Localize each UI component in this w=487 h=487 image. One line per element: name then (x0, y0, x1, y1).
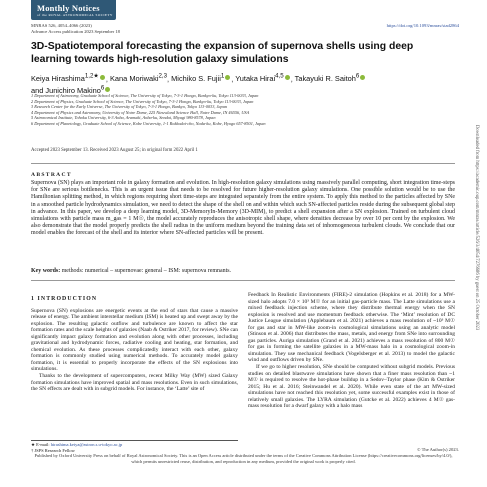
orcid-icon[interactable] (105, 87, 110, 92)
logo-title: Monthly Notices (37, 3, 100, 13)
email-label: ★ E-mail: (31, 442, 50, 447)
affiliation: 5 Astronomical Institute, Tohoku University, 6-3 Aoba, Aramaki, Aoba-ku, Sendai, Miyagi 980-8578, Japan (31, 115, 216, 121)
left-column (31, 296, 238, 393)
affiliations (31, 93, 451, 126)
copyright: © The Author(s) 2023. (417, 447, 459, 452)
affiliation: 3 Research Center for the Early Universe, The University of Tokyo, 7-3-1 Hongo, Bunkyo, Tokyo 113-0033, Japan (31, 104, 227, 110)
footnote (31, 440, 238, 453)
author[interactable]: Yutaka Hirai$^{4,5}$ (235, 73, 284, 84)
journal-logo (31, 0, 116, 20)
divider (31, 280, 455, 281)
fellow-note: † JSPS Research Fellow (31, 447, 75, 453)
citation-block (31, 23, 120, 35)
keywords-text: methods: numerical – supernovae: general – ISM: supernova remnants. (61, 268, 232, 274)
received-accepted-dates: Accepted 2023 September 13. Received 2023 August 25; in original form 2022 April 1 (31, 148, 198, 153)
publication-note: Published by Oxford University Press on behalf of Royal Astronomical Society. This is an Open Access article distributed under the terms of the Creative Commons Attribution License (https://creativecommons.org/licenses/by/4.0/), which permits unrestricted reuse, distribution, and reproduction in any medium, provided the original work is properly cited. (34, 453, 453, 464)
logo-subtitle: of the ROYAL ASTRONOMICAL SOCIETY (37, 13, 113, 17)
abstract-text: Supernova (SN) plays an important role in galaxy formation and evolution. In high-resolution galaxy simulations using massively parallel computing, short integration time-steps for SNe are serious bottlenecks. This is an urgent issue that needs to be resolved for future higher-resolution galaxy simulations. One possible solution would be to use the Hamiltonian splitting method, in which regions requiring short time-steps are integrated separately from the entire system. To apply this method to the particles affected by SNe in a smoothed particle hydrodynamics simulation, we need to detect the shape of the shell on and within which such SN-affected particles reside during the subsequent global step in advance. In this paper, we develop a deep learning model, 3D-MemoryIn-Memory (3D-MIM), to predict a shell expansion after a SN explosion. Trained on turbulent cloud simulations with particle mass m_gas = 1 M☉, the model accurately reproduces the anisotropic shell shape, where densities decrease by over 10 per cent by the explosion. We also demonstrate that the model properly predicts the shell radius in the uniform medium beyond the training data set of inhomogeneous turbulent clouds. We conclude that our model enables the forecast of the shell and its interior where SN-affected particles will be present. (31, 180, 455, 237)
author[interactable]: and Junichiro Makino$^6$ (31, 84, 105, 96)
citation: MNRAS 526, 4054–4066 (2023) (31, 23, 92, 28)
section-heading: 1 INTRODUCTION (31, 296, 98, 302)
download-watermark: Downloaded from https://academic.oup.com/mnras/article/526/3/4054/7276686 by guest on 25 October 2023 (474, 125, 479, 331)
author[interactable]: Keiya Hirashima$^{1,2★}$ (31, 73, 99, 84)
author-list: Keiya Hirashima$^{1,2★}$ , Kana Moriwaki$^{2,3}$, Michiko S. Fujii$^1$ , Yutaka Hirai$^{4,5}$ , Takayuki R. Saitoh$^6$ and Junichiro Makino$^6$ (31, 72, 451, 96)
keywords-label: Key words: (31, 268, 61, 274)
orcid-icon[interactable] (360, 75, 365, 80)
abstract-heading: ABSTRACT (31, 172, 72, 178)
affiliation: 6 Department of Planetology, Graduate School of Science, Kobe University, 1-1 Rokkodai-cho, Nada-ku, Kobe, Hyogo 657-8501, Japan (31, 120, 266, 126)
paragraph: Feedback In Realistic Environments (FIRE)-2 simulation (Hopkins et al. 2018) for a MW-sized halo adopts 7.0 × 10³ M☉ for an initial gas-particle mass. The Latte simulations use a mixed feedback injection scheme, where they distribute thermal energy when the SN explosion is resolved and use momentum feedback otherwise. The ‘Mint’ resolution of DC Justice League simulation (Applebaum et al. 2021) achieves a mass resolution of ~10³ M☉ for gas and star in MW-like zoom-in cosmological simulations using an analytic model (Stinson et al. 2006) that distributes the mass, metals, and energy from SNe into surrounding gas particles. Auriga simulation (Grand et al. 2021) achieves a mass resolution of 800 M☉ for gas in forming the satellite galaxies in a MW-mass halo in a cosmological zoom-in simulation. They use mechanical feedback (Vogelsberger et al. 2013) to model the galactic wind and outflows driven by SNe. (248, 292, 455, 364)
affiliation: 1 Department of Astronomy, Graduate School of Science, The University of Tokyo, 7-3-1 Hongo, Bunkyo-ku, Tokyo 113-0033, Japan (31, 93, 259, 98)
email-link[interactable]: hirashima.keiya@astron.s.u-tokyo.ac.jp (50, 442, 123, 447)
author[interactable]: Michiko S. Fujii$^1$ (171, 73, 225, 84)
author[interactable]: Kana Moriwaki$^{2,3}$ (110, 73, 168, 84)
paragraph: Thanks to the development of supercomputers, recent Milky Way (MW) sized Galaxy formation simulations have improved spatial and mass resolutions. Even in such simulations, the SN effects are dealt with in subgrid models. For instance, the ‘Latte’ site of (31, 373, 238, 393)
paragraph: If we go to higher resolution, SNe should be computed without subgrid models. Previous studies on detailed blastwave simulations have shown that a finer mass resolution than ~1 M☉ is required to resolve the hot-phase buildup in a Sedov–Taylor phase (Kim & Ostriker 2015; Hu et al. 2016; Steinwandel et al. 2020). While even state of the art MW-sized simulations have not reached this resolution yet, some successful examples exist in those of relatively small galaxies. The LYRA simulation (Gutcke et al. 2022) achieves 4 M☉ gas-mass resolution for a dwarf galaxy with a halo mass (248, 364, 455, 410)
orcid-icon[interactable] (225, 75, 230, 80)
paper-title: 3D-Spatiotemporal forecasting the expansion of supernova shells using deep learning towards high-resolution galaxy simulations (31, 41, 414, 65)
affiliation: 4 Department of Physics and Astronomy, University of Notre Dame, 225 Nieuwland Science Hall, Notre Dame, IN 46556, USA (31, 109, 250, 115)
orcid-icon[interactable] (100, 75, 105, 80)
affiliation: 2 Department of Physics, Graduate School of Science, The University of Tokyo, 7-3-1 Hongo, Bunkyo-ku, Tokyo 113-0033, Japan (31, 98, 254, 104)
advance-access: Advance Access publication 2023 September 18 (31, 29, 120, 34)
paragraph: Supernova (SN) explosions are energetic events at the end of stars that cause a massive release of energy. The ambient interstellar medium (ISM) is heated up and swept away by the explosion. The resulting galactic outflow and turbulence are known to affect the star formation rates and the scale heights of galaxies (Naab & Ostriker 2017, for review). SNe can significantly impact galaxy formation and evolution along with other processes, including gravitational and hydrodynamic forces, radiative cooling and heating, star formation, and chemical evolution. As these processes complicatedly interact with each other, galaxy formation is commonly studied using numerical methods. To accurately model galaxy formation, it is essential to properly incorporate the effects of the SN explosions into simulations. (31, 307, 238, 373)
divider (31, 163, 455, 164)
doi-link[interactable]: https://doi.org/10.1093/mnras/stad2864 (386, 23, 459, 28)
orcid-icon[interactable] (285, 75, 290, 80)
author[interactable]: Takayuki R. Saitoh$^6$ (294, 73, 360, 84)
keywords (31, 268, 455, 274)
right-column (248, 292, 455, 410)
